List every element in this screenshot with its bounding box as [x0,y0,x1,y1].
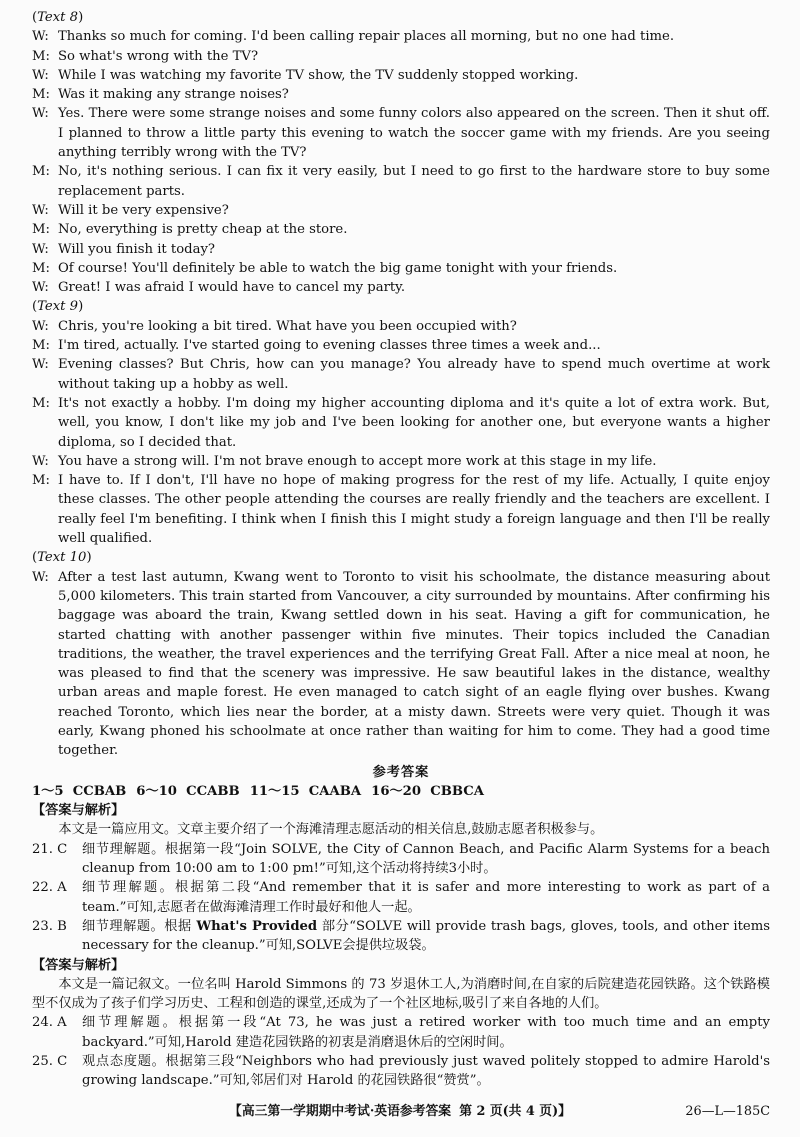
question-21 [32,840,770,879]
dialogue-text: Yes. There were some strange noises and some funny colors also appeared on the screen. Then it shut off. I planned to throw a little party this evening to watch the soccer game with my friends. Are you seeing anything terribly wrong with the TV? [58,106,770,161]
section2-title: 【答案与解析】 [32,957,125,973]
answer-group: 1～5 CCBAB [32,783,127,799]
footer-title: 【高三第一学期期中考试·英语参考答案 [229,1104,452,1119]
dialogue-line [32,220,770,239]
speaker-label: M: [32,473,50,489]
text9-dialogue [32,317,770,549]
speaker-label: M: [32,395,50,411]
answer-group: 11～15 CAABA [249,783,362,799]
text8-header: (Text 8) [32,10,84,25]
text9-header: (Text 9) [32,299,84,315]
question-24 [32,1013,770,1052]
speaker-label: M: [32,222,50,238]
dialogue-text: Will you finish it today? [58,241,215,257]
dialogue-text: So what's wrong with the TV? [58,48,259,64]
dialogue-text: No, everything is pretty cheap at the store. [58,222,348,238]
answer-group: 16～20 CBBCA [371,783,484,799]
question-number: 22. A [32,880,67,896]
dialogue-line [32,104,770,162]
question-number: 24. A [32,1015,67,1031]
dialogue-text: Will it be very expensive? [58,202,229,218]
footer-page: 第 2 页(共 4 页)】 [459,1104,571,1119]
speaker-label: W: [32,318,49,334]
speaker-label: W: [32,106,49,122]
dialogue-text: No, it's nothing serious. I can fix it very easily, but I need to go first to the hardware store to buy some replacement parts. [58,164,770,199]
question-number: 21. C [32,841,68,857]
speaker-label: M: [32,338,50,354]
section1-title: 【答案与解析】 [32,803,125,819]
question-explanation: 细节理解题。根据 What's Provided 部分“SOLVE will provide trash bags, gloves, tools, and other items necessary for the cleanup.”可知,SOLVE会提供垃圾袋。 [82,918,770,954]
page-footer [0,1102,800,1121]
speaker-label: W: [32,453,49,469]
text10-passage [32,568,770,761]
dialogue-line [32,201,770,220]
question-explanation: 细节理解题。根据第一段“Join SOLVE, the City of Cannon Beach, and Pacific Alarm Systems for a beach cleanup from 10:00 am to 1:00 pm!”可知,这个活动将持续3小时。 [82,841,770,877]
speaker-label: W: [32,241,49,257]
dialogue-text: Thanks so much for coming. I'd been calling repair places all morning, but no one had time. [58,29,675,45]
dialogue-text: I have to. If I don't, I'll have no hope of making progress for the rest of my life. Actually, I quite enjoy these classes. The other people attending the courses are really friendly and the teachers are excellent. I really feel I'm benefiting. I think when I finish this I might study a foreign language and then I'll be really well qualified. [58,473,770,547]
dialogue-text: I'm tired, actually. I've started going to evening classes three times a week and... [58,338,601,354]
speaker-label: M: [32,48,50,64]
dialogue-line [32,27,770,46]
question-explanation: 细节理解题。根据第二段“And remember that it is safer and more interesting to work as part of a team.”可知,志愿者在做海滩清理工作时最好和他人一起。 [82,880,770,915]
answer-key [32,782,770,801]
question-23 [32,917,770,956]
dialogue-line [32,85,770,104]
question-22 [32,878,770,917]
dialogue-line [32,336,770,355]
dialogue-line [32,394,770,452]
dialogue-line [32,259,770,278]
question-explanation: 细节理解题。根据第一段“At 73, he was just a retired worker with too much time and an empty backyard.”可知,Harold 建造花园铁路的初衷是消磨退休后的空闲时间。 [82,1015,770,1050]
section1-intro: 本文是一篇应用文。文章主要介绍了一个海滩清理志愿活动的相关信息,鼓励志愿者积极参与。 [58,822,604,838]
speaker-label: W: [32,202,49,218]
dialogue-text: Of course! You'll definitely be able to watch the big game tonight with your friends. [58,260,618,276]
dialogue-line [32,278,770,297]
answer-title: 参考答案 [372,764,430,780]
dialogue-line [32,452,770,471]
text8-dialogue [32,27,770,297]
dialogue-line [32,162,770,201]
speaker-label: W: [32,357,49,373]
footer-code: 26—L—185C [685,1104,770,1119]
dialogue-line [32,471,770,548]
speaker-label: W: [32,280,49,296]
section2-intro: 本文是一篇记叙文。一位名叫 Harold Simmons 的 73 岁退休工人,为消磨时间,在自家的后院建造花园铁路。这个铁路模型不仅成为了孩子们学习历史、工程和创造的课堂,还成为了一个社区地标,吸引了来自各地的人们。 [32,976,770,1012]
dialogue-text: Chris, you're looking a bit tired. What have you been occupied with? [58,318,517,334]
dialogue-line [32,355,770,394]
question-number: 23. B [32,918,67,934]
speaker-label: W: [32,29,49,45]
dialogue-text: While I was watching my favorite TV show, the TV suddenly stopped working. [58,67,579,83]
dialogue-line [32,317,770,336]
dialogue-line [32,66,770,85]
dialogue-text: You have a strong will. I'm not brave enough to accept more work at this stage in my life. [58,453,657,469]
dialogue-text: Great! I was afraid I would have to cancel my party. [58,280,406,296]
speaker-label: W: [32,67,49,83]
text10-header: (Text 10) [32,550,92,566]
speaker-label: M: [32,164,50,180]
dialogue-text: After a test last autumn, Kwang went to Toronto to visit his schoolmate, the distance measuring about 5,000 kilometers. This train started from Vancouver, a city surrounded by mountains. After confirming his baggage was aboard the train, Kwang settled down in his seat. Having a gift for communication, he started chatting with another passenger within five minutes. Their topics included the Canadian traditions, the weather, the travel experiences and the terrifying Great Fall. After a nice meal at noon, he was pleased to find that the scenery was impressive. He saw beautiful lakes in the distance, wealthy urban areas and maple forest. He even managed to catch sight of an eagle flying over bushes. Kwang reached Toronto, which lies near the border, at a misty dawn. Streets were very quiet. Though it was early, Kwang phoned his schoolmate at once rather than waiting for him to come. They had a good time together. [58,569,770,759]
speaker-label: M: [32,87,50,103]
dialogue-line [32,240,770,259]
speaker-label: W: [32,569,49,585]
speaker-label: M: [32,260,50,276]
question-25 [32,1052,770,1091]
dialogue-text: Evening classes? But Chris, how can you manage? You already have to spend much overtime at work without taking up a hobby as well. [58,357,770,392]
answer-group: 6～10 CCABB [136,783,240,799]
dialogue-text: It's not exactly a hobby. I'm doing my higher accounting diploma and it's quite a lot of extra work. But, well, you know, I don't like my job and I've been looking for another one, but everyone wants a higher diploma, so I decided that. [58,395,770,450]
dialogue-text: Was it making any strange noises? [58,87,289,103]
dialogue-line [32,47,770,66]
question-number: 25. C [32,1054,68,1070]
dialogue-line [32,568,770,761]
question-explanation: 观点态度题。根据第三段“Neighbors who had previously just waved politely stopped to admire Harold's growing landscape.”可知,邻居们对 Harold 的花园铁路很“赞赏”。 [82,1054,770,1089]
